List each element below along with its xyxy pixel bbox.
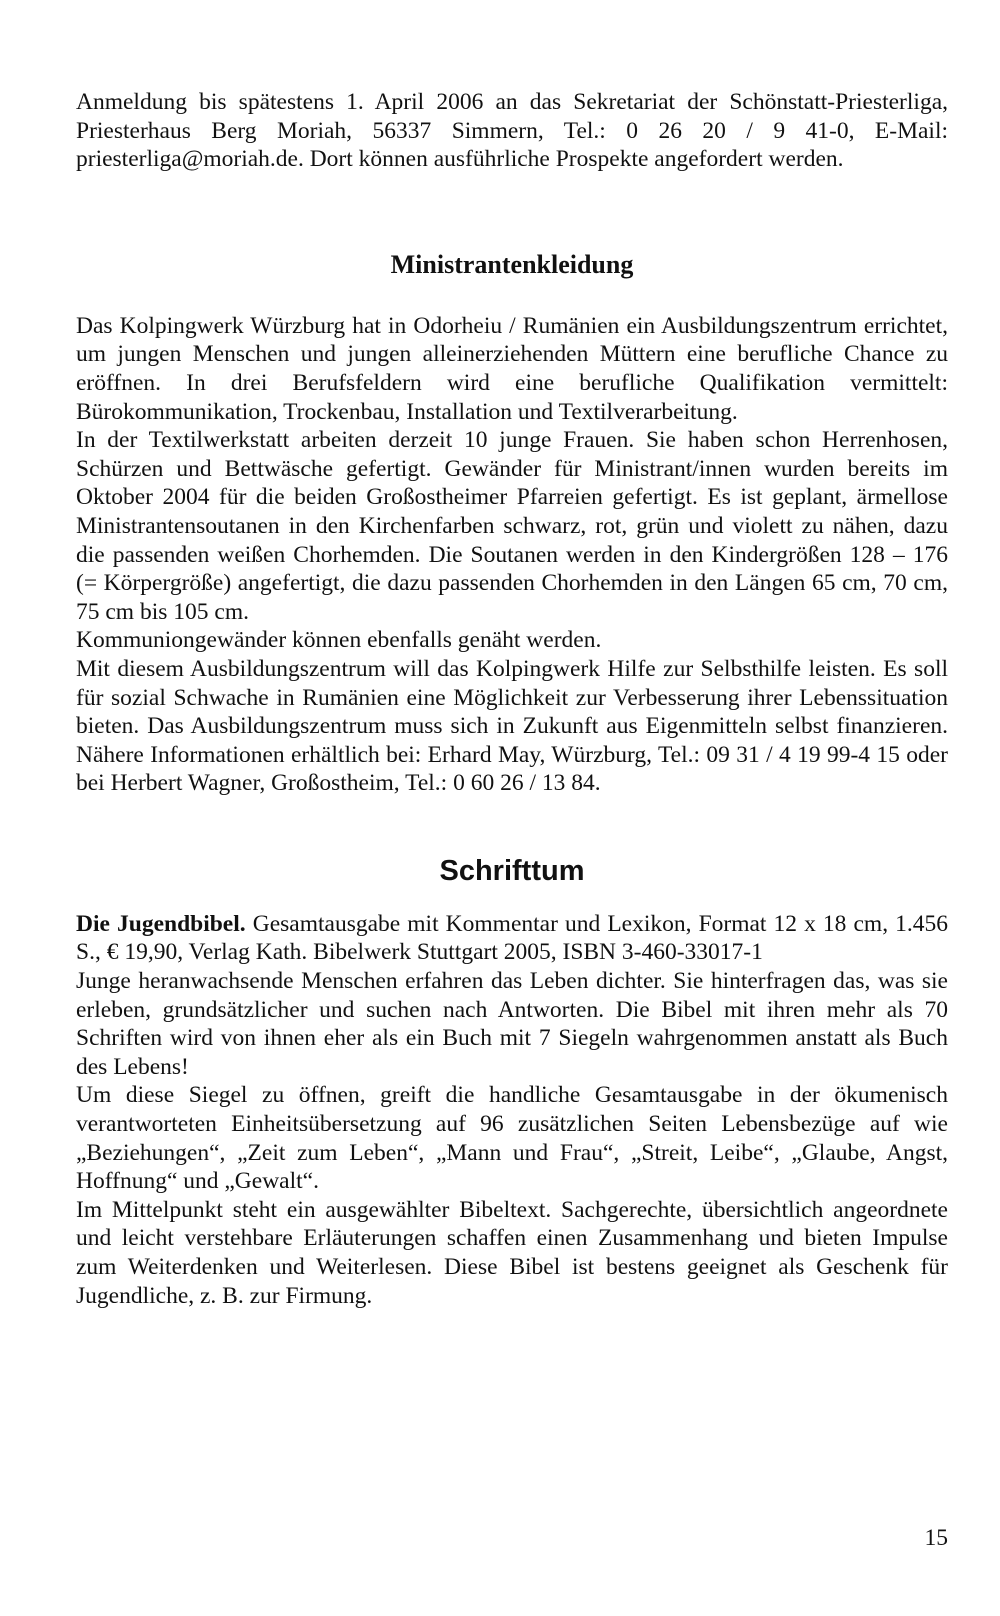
ministranten-paragraph-4: Mit diesem Ausbildungszentrum will das Kolpingwerk Hilfe zur Selbsthilfe leisten. Es soll für sozial Schwache in Rumänien eine Möglichkeit zur Verbesserung ihrer Lebenssituation bieten. Das Ausbildungszentrum muss sich in Zukunft aus Eigenmitteln selbst finanzieren. Nähere Informationen erhältlich bei: Erhard May, Würzburg, Tel.: 09 31 / 4 19 99-4 15 oder bei Herbert Wagner, Großostheim, Tel.: 0 60 26 / 13 84. xyxy=(76,655,948,797)
section-title-schrifttum: Schrifttum xyxy=(439,854,585,887)
schrifttum-paragraph-3: Im Mittelpunkt steht ein ausgewählter Bibeltext. Sachgerechte, übersichtlich angeordnete und leicht verstehbare Erläuterungen schaffen einen Zusammenhang und bieten Impulse zum Weiterdenken und Weiterlesen. Diese Bibel ist bestens geeignet als Geschenk für Jugendliche, z. B. zur Firmung. xyxy=(76,1196,948,1309)
document-page xyxy=(76,88,948,1310)
ministranten-paragraph-2: In der Textilwerkstatt arbeiten derzeit 10 junge Frauen. Sie haben schon Herrenhosen, Schürzen und Bettwäsche gefertigt. Gewänder für Ministrant/innen wurden bereits im Oktober 2004 für die beiden Großostheimer Pfarreien gefertigt. Es ist geplant, ärmellose Ministrantensoutanen in den Kirchenfarben schwarz, rot, grün und violett zu nähen, dazu die passenden weißen Chorhemden. Die Soutanen werden in den Kindergrößen 128 – 176 (= Körpergröße) angefertigt, die dazu passenden Chorhemden in den Längen 65 cm, 70 cm, 75 cm bis 105 cm. xyxy=(76,427,948,625)
ministranten-paragraph-3: Kommuniongewänder können ebenfalls genäht werden. xyxy=(76,627,602,654)
schrifttum-paragraph-2: Um diese Siegel zu öffnen, greift die handliche Gesamtausgabe in der ökumenisch verantworteten Einheitsübersetzung auf 96 zusätzlichen Seiten Lebensbezüge auf wie „Beziehungen“, „Zeit zum Leben“, „Mann und Frau“, „Streit, Leibe“, „Glaube, Angst, Hoffnung“ und „Gewalt“. xyxy=(76,1082,948,1195)
book-title: Die Jugendbibel. xyxy=(76,910,246,937)
intro-paragraph: Anmeldung bis spätestens 1. April 2006 an das Sekretariat der Schönstatt-Priesterliga, Priesterhaus Berg Moriah, 56337 Simmern, Tel.: 0 26 20 / 9 41-0, E-Mail: priesterliga@moriah.de. Dort können ausführliche Prospekte angefordert werden. xyxy=(76,89,948,173)
book-entry xyxy=(76,910,948,967)
book-details: Gesamtausgabe mit Kommentar und Lexikon, Format 12 x 18 cm, 1.456 S., € 19,90, Verlag Kath. Bibelwerk Stuttgart 2005, ISBN 3-460-33017-1 xyxy=(76,910,949,966)
schrifttum-paragraph-1: Junge heranwachsende Menschen erfahren das Leben dichter. Sie hinterfragen das, was sie erleben, grundsätzlicher und suchen nach Antworten. Die Bibel mit ihren mehr als 70 Schriften wird von ihnen eher als ein Buch mit 7 Siegeln wahrgenommen anstatt als Buch des Lebens! xyxy=(76,968,948,1080)
ministranten-paragraph-1: Das Kolpingwerk Würzburg hat in Odorheiu / Rumänien ein Ausbildungszentrum errichtet, um jungen Menschen und jungen alleinerziehenden Müttern eine berufliche Chance zu eröffnen. In drei Berufsfeldern wird eine berufliche Qualifikation vermittelt: Bürokommunikation, Trockenbau, Installation und Textilverarbeitung. xyxy=(76,312,948,425)
section-title-ministrantenkleidung: Ministrantenkleidung xyxy=(390,249,634,279)
page-number: 15 xyxy=(924,1525,948,1551)
